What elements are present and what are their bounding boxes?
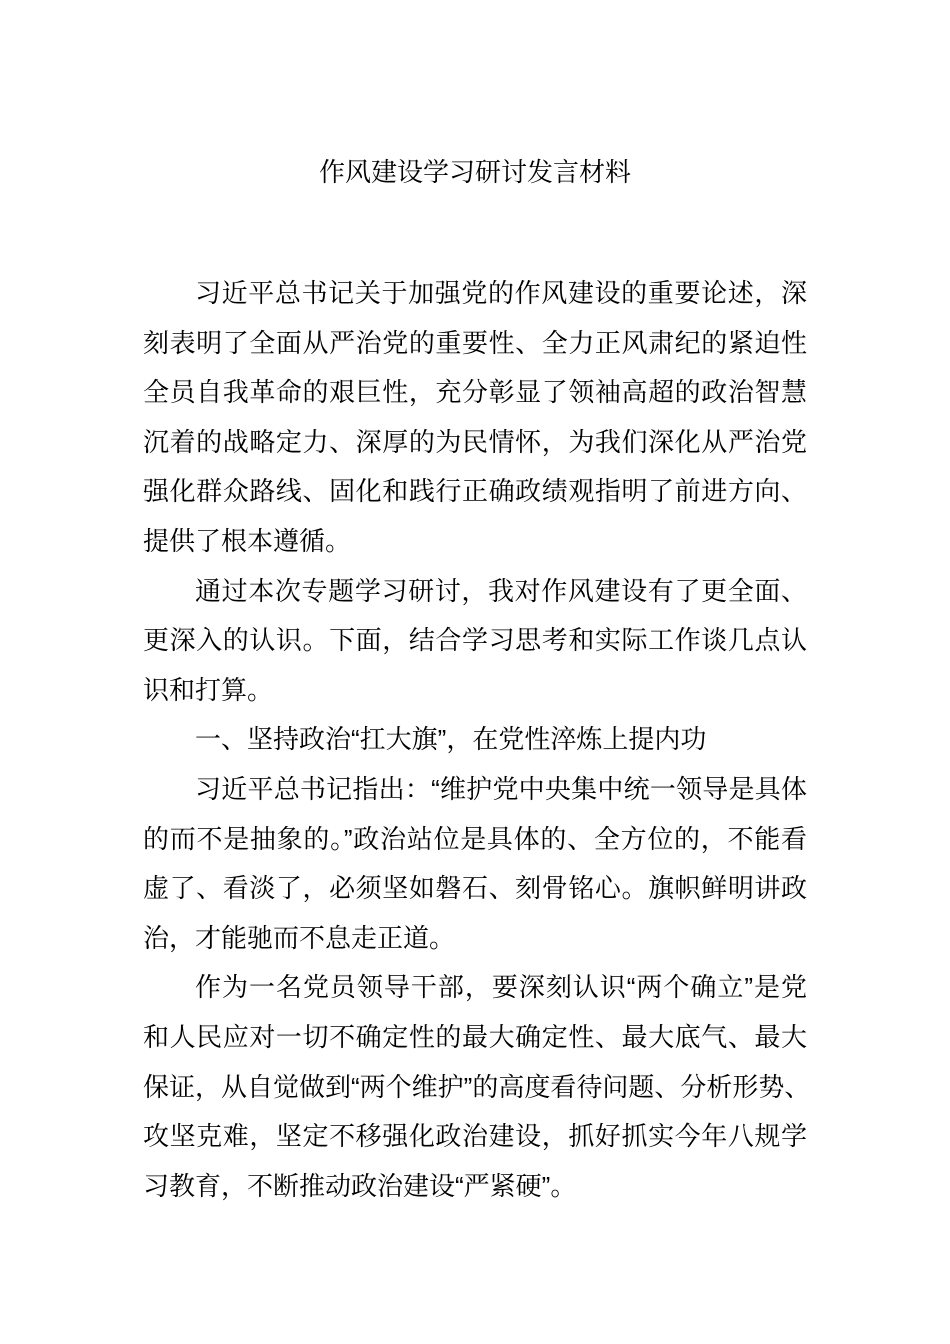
text-line: 强化群众路线、固化和践行正确政绩观指明了前进方向、	[143, 476, 807, 507]
text-line: 提供了根本遵循。	[143, 525, 352, 556]
text-line: 沉着的战略定力、深厚的为民情怀，为我们深化从严治党	[143, 426, 807, 457]
document-body	[143, 269, 811, 1211]
paragraph	[143, 765, 807, 963]
text-line: 刻表明了全面从严治党的重要性、全力正风肃纪的紧迫性	[143, 327, 807, 358]
document-title: 作风建设学习研讨发言材料	[318, 157, 631, 187]
heading-line: 一、坚持政治“扛大旗”，在党性淬炼上提内功	[195, 724, 707, 755]
paragraph	[143, 269, 807, 567]
paragraph	[143, 963, 811, 1211]
text-line: 保证，从自觉做到“两个维护”的高度看待问题、分析形势、	[143, 1071, 811, 1102]
text-line: 通过本次专题学习研讨，我对作风建设有了更全面、	[195, 575, 807, 606]
text-line: 治，才能驰而不息走正道。	[143, 922, 456, 953]
paragraph	[143, 567, 807, 716]
text-line: 攻坚克难，坚定不移强化政治建设，抓好抓实今年八规学	[143, 1121, 807, 1152]
section-heading	[143, 715, 807, 765]
text-line: 习近平总书记关于加强党的作风建设的重要论述，深	[195, 278, 807, 308]
text-line: 虚了、看淡了，必须坚如磐石、刻骨铭心。旗帜鲜明讲政	[143, 873, 807, 904]
text-line: 和人民应对一切不确定性的最大确定性、最大底气、最大	[143, 1021, 807, 1052]
text-line: 更深入的认识。下面，结合学习思考和实际工作谈几点认	[143, 625, 807, 656]
text-line: 识和打算。	[143, 674, 274, 705]
text-line: 的而不是抽象的。”政治站位是具体的、全方位的，不能看	[143, 823, 807, 854]
text-line: 全员自我革命的艰巨性，充分彰显了领袖高超的政治智慧	[143, 377, 807, 408]
text-line: 习教育，不断推动政治建设“严紧硬”。	[143, 1170, 577, 1201]
text-line: 习近平总书记指出：“维护党中央集中统一领导是具体	[195, 773, 807, 804]
text-line: 作为一名党员领导干部，要深刻认识“两个确立”是党	[195, 972, 807, 1003]
